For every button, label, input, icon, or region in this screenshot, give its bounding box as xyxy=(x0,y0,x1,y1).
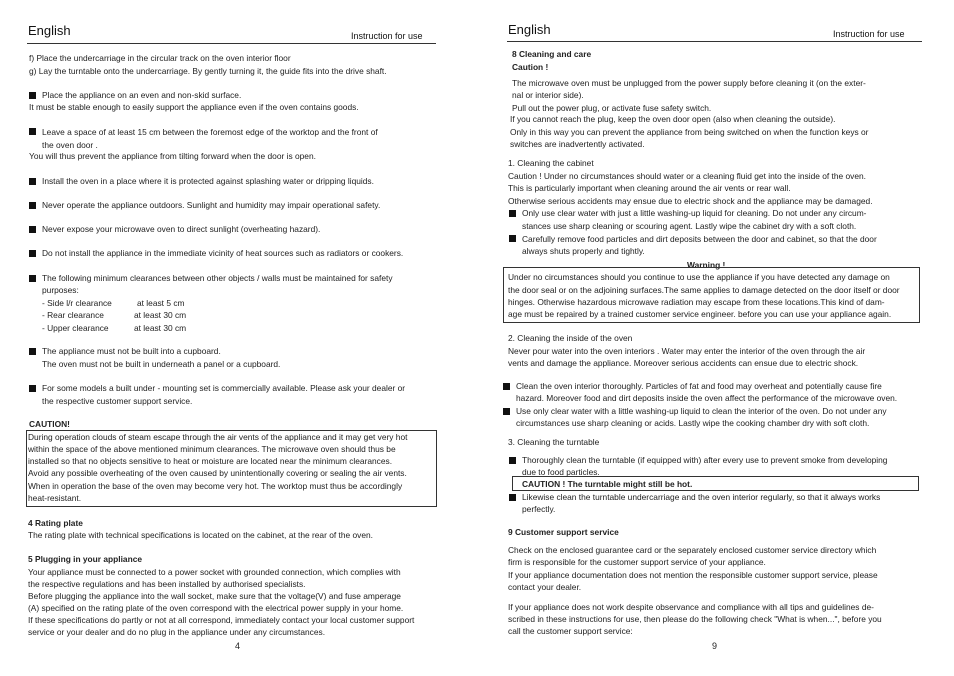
bullet-icon xyxy=(29,275,36,282)
radiators-text: Do not install the appliance in the immediate vicinity of heat sources such as radiators or cookers. xyxy=(42,248,404,258)
turntable-title: 3. Cleaning the turntable xyxy=(508,437,600,447)
clearance-upper-label: - Upper clearance xyxy=(42,323,109,333)
builtin-text-2: the respective customer support service. xyxy=(42,396,193,406)
inside-bullet-text: circumstances use sharp cleaning or acids. Lastly wipe the cooking chamber dry with soft cloth. xyxy=(516,418,870,428)
clearance-text-2: purposes: xyxy=(42,285,79,295)
cleaning-intro: If you cannot reach the plug, keep the oven door open (also when cleaning the outside). xyxy=(510,114,836,124)
cabinet-text: Caution ! Under no circumstances should water or a cleaning fluid get into the inside of the oven. xyxy=(508,171,867,181)
inside-text: vents and damage the appliance. Moreover serious accidents can ensue due to electric shock. xyxy=(508,358,859,368)
clearance-side-value: at least 5 cm xyxy=(137,298,185,308)
support-title: 9 Customer support service xyxy=(508,527,619,537)
builtin-text: For some models a built under - mounting set is commercially available. Please ask your dealer or xyxy=(42,383,406,393)
left-header-rule xyxy=(27,43,436,44)
warning-line: the door seal or on the adjoining surfaces.The same applies to damage detected on the door itself or door xyxy=(508,285,900,295)
install-text: Install the oven in a place where it is protected against splashing water or dripping liquids. xyxy=(42,176,374,186)
cleaning-caution-label: Caution ! xyxy=(512,62,549,72)
inside-bullet-text: Clean the oven interior thoroughly. Particles of fat and food may overheat and potentially cause fire xyxy=(516,381,882,391)
plugging-line: (A) specified on the rating plate of the oven correspond with the electrical power supply in your home. xyxy=(28,603,404,613)
inside-bullet-text: Use only clear water with a little washing-up liquid to clean the interior of the oven. Do not under any xyxy=(516,406,887,416)
space-text-2: the oven door . xyxy=(42,140,98,150)
right-language-heading: English xyxy=(508,22,551,37)
clearance-rear-label: - Rear clearance xyxy=(42,310,104,320)
caution-line: heat-resistant. xyxy=(28,493,82,503)
cleaning-intro: nal or interior side). xyxy=(512,90,584,100)
plugging-line: Your appliance must be connected to a power socket with grounded connection, which complies with xyxy=(28,567,401,577)
clearance-side-label: - Side l/r clearance xyxy=(42,298,112,308)
step-f: f) Place the undercarriage in the circular track on the oven interior floor xyxy=(29,53,291,63)
support-text: If your appliance documentation does not mention the responsible customer support service, please xyxy=(508,570,878,580)
cleaning-intro: The microwave oven must be unplugged from the power supply before cleaning it (on the exter- xyxy=(512,78,866,88)
support-text: contact your dealer. xyxy=(508,582,582,592)
cupboard-text: The appliance must not be built into a cupboard. xyxy=(42,346,221,356)
bullet-icon xyxy=(509,210,516,217)
cabinet-text: Otherwise serious accidents may ensue due to electric shock and the appliance may be damaged. xyxy=(508,196,873,206)
support-text: scribed in these instructions for use, then please do the following check "What is when...", before you xyxy=(508,614,882,624)
caution-line: within the space of the above mentioned minimum clearances. The microwave oven should thus be xyxy=(28,444,396,454)
rating-plate-title: 4 Rating plate xyxy=(28,518,83,528)
cabinet-bullet-text: Only use clear water with just a little washing-up liquid for cleaning. Do not under any circum- xyxy=(522,208,867,218)
sunlight-text: Never expose your microwave oven to direct sunlight (overheating hazard). xyxy=(42,224,321,234)
bullet-icon xyxy=(29,202,36,209)
clearance-text: The following minimum clearances between other objects / walls must be maintained for safety xyxy=(42,273,393,283)
plugging-title: 5 Plugging in your appliance xyxy=(28,554,143,564)
inside-bullet-text: hazard. Moreover food and dirt deposits inside the oven affect the performance of the microwave oven. xyxy=(516,393,898,403)
rating-plate-text: The rating plate with technical specifications is located on the cabinet, at the rear of the oven. xyxy=(28,530,373,540)
space-text: Leave a space of at least 15 cm between the foremost edge of the worktop and the front of xyxy=(42,127,378,137)
right-header-instruction: Instruction for use xyxy=(833,29,905,39)
bullet-icon xyxy=(29,178,36,185)
cleaning-intro: switches are inadvertently activated. xyxy=(510,139,645,149)
clearance-upper-value: at least 30 cm xyxy=(134,323,187,333)
support-text: Check on the enclosed guarantee card or the separately enclosed customer service directory which xyxy=(508,545,877,555)
right-header-rule xyxy=(507,41,922,42)
turntable-bullet-text: perfectly. xyxy=(522,504,556,514)
caution-title: CAUTION! xyxy=(29,419,70,429)
clearance-rear-value: at least 30 cm xyxy=(134,310,187,320)
left-header-instruction: Instruction for use xyxy=(351,31,423,41)
support-text: If your appliance does not work despite observance and compliance with all tips and guidelines de- xyxy=(508,602,874,612)
bullet-icon xyxy=(503,383,510,390)
inside-title: 2. Cleaning the inside of the oven xyxy=(508,333,633,343)
cabinet-bullet-text: always shuts properly and tightly. xyxy=(522,246,645,256)
cleaning-intro: Pull out the power plug, or activate fuse safety switch. xyxy=(512,103,712,113)
bullet-icon xyxy=(29,92,36,99)
cleaning-title: 8 Cleaning and care xyxy=(512,49,592,59)
bullet-icon xyxy=(509,494,516,501)
left-language-heading: English xyxy=(28,23,71,38)
turntable-caution: CAUTION ! The turntable might still be hot. xyxy=(522,479,693,489)
turntable-bullet-text: Likewise clean the turntable undercarriage and the oven interior regularly, so that it always works xyxy=(522,492,881,502)
caution-line: When in operation the base of the oven may become very hot. The worktop must thus be accordingly xyxy=(28,481,403,491)
even-surface-text: Place the appliance on an even and non-skid surface. xyxy=(42,90,242,100)
bullet-icon xyxy=(29,348,36,355)
bullet-icon xyxy=(509,235,516,242)
caution-line: During operation clouds of steam escape through the air vents of the appliance and it may get very hot xyxy=(28,432,408,442)
cleaning-intro: Only in this way you can prevent the appliance from being switched on when the function keys or xyxy=(510,127,869,137)
turntable-bullet-text: Thoroughly clean the turntable (if equipped with) after every use to prevent smoke from developing xyxy=(522,455,888,465)
outdoors-text: Never operate the appliance outdoors. Sunlight and humidity may impair operational safety. xyxy=(42,200,381,210)
cabinet-bullet-text: stances use sharp cleaning or scouring agent. Lastly wipe the cabinet dry with a soft cloth. xyxy=(522,221,857,231)
support-text: firm is responsible for the customer support service of your appliance. xyxy=(508,557,766,567)
warning-line: hinges. Otherwise hazardous microwave radiation may escape from these locations.This kind of dam- xyxy=(508,297,885,307)
cabinet-title: 1. Cleaning the cabinet xyxy=(508,158,594,168)
cabinet-text: This is particularly important when cleaning around the air vents or rear wall. xyxy=(508,183,791,193)
plugging-line: the respective regulations and has been installed by authorised specialists. xyxy=(28,579,306,589)
step-g: g) Lay the turntable onto the undercarriage. By gently turning it, the guide fits into the drive shaft. xyxy=(29,66,387,76)
bullet-icon xyxy=(29,385,36,392)
bullet-icon xyxy=(503,408,510,415)
turntable-bullet-text: due to food particles. xyxy=(522,467,600,477)
warning-line: Under no circumstances should you continue to use the appliance if you have detected any damage on xyxy=(508,272,890,282)
bullet-icon xyxy=(29,226,36,233)
bullet-icon xyxy=(509,457,516,464)
right-page-number: 9 xyxy=(712,641,718,651)
plugging-line: If these specifications do partly or not at all correspond, immediately contact your local customer support xyxy=(28,615,415,625)
space-text-3: You will thus prevent the appliance from tilting forward when the door is open. xyxy=(29,151,316,161)
support-text: call the customer support service: xyxy=(508,626,633,636)
bullet-icon xyxy=(29,250,36,257)
bullet-icon xyxy=(29,128,36,135)
cupboard-text-2: The oven must not be built in underneath a panel or a cupboard. xyxy=(42,359,281,369)
plugging-line: Before plugging the appliance into the wall socket, make sure that the voltage(V) and fuse amperage xyxy=(28,591,401,601)
caution-line: installed so that no objects sensitive to heat or moisture are located near the minimum clearances. xyxy=(28,456,393,466)
cabinet-bullet-text: Carefully remove food particles and dirt deposits between the door and cabinet, so that the door xyxy=(522,234,877,244)
inside-text: Never pour water into the oven interiors . Water may enter the interior of the oven through the air xyxy=(508,346,866,356)
even-surface-text-2: It must be stable enough to easily support the appliance even if the oven contains goods. xyxy=(29,102,359,112)
plugging-line: service or your dealer and do no plug in the appliance under any circumstances. xyxy=(28,627,326,637)
warning-line: age must be repaired by a trained customer service engineer. before you can use your appliance again. xyxy=(508,309,892,319)
caution-line: Avoid any possible overheating of the oven caused by unintentionally covering or sealing the air vents. xyxy=(28,468,407,478)
left-page-number: 4 xyxy=(235,641,241,651)
warning-title: Warning ! xyxy=(687,260,726,270)
